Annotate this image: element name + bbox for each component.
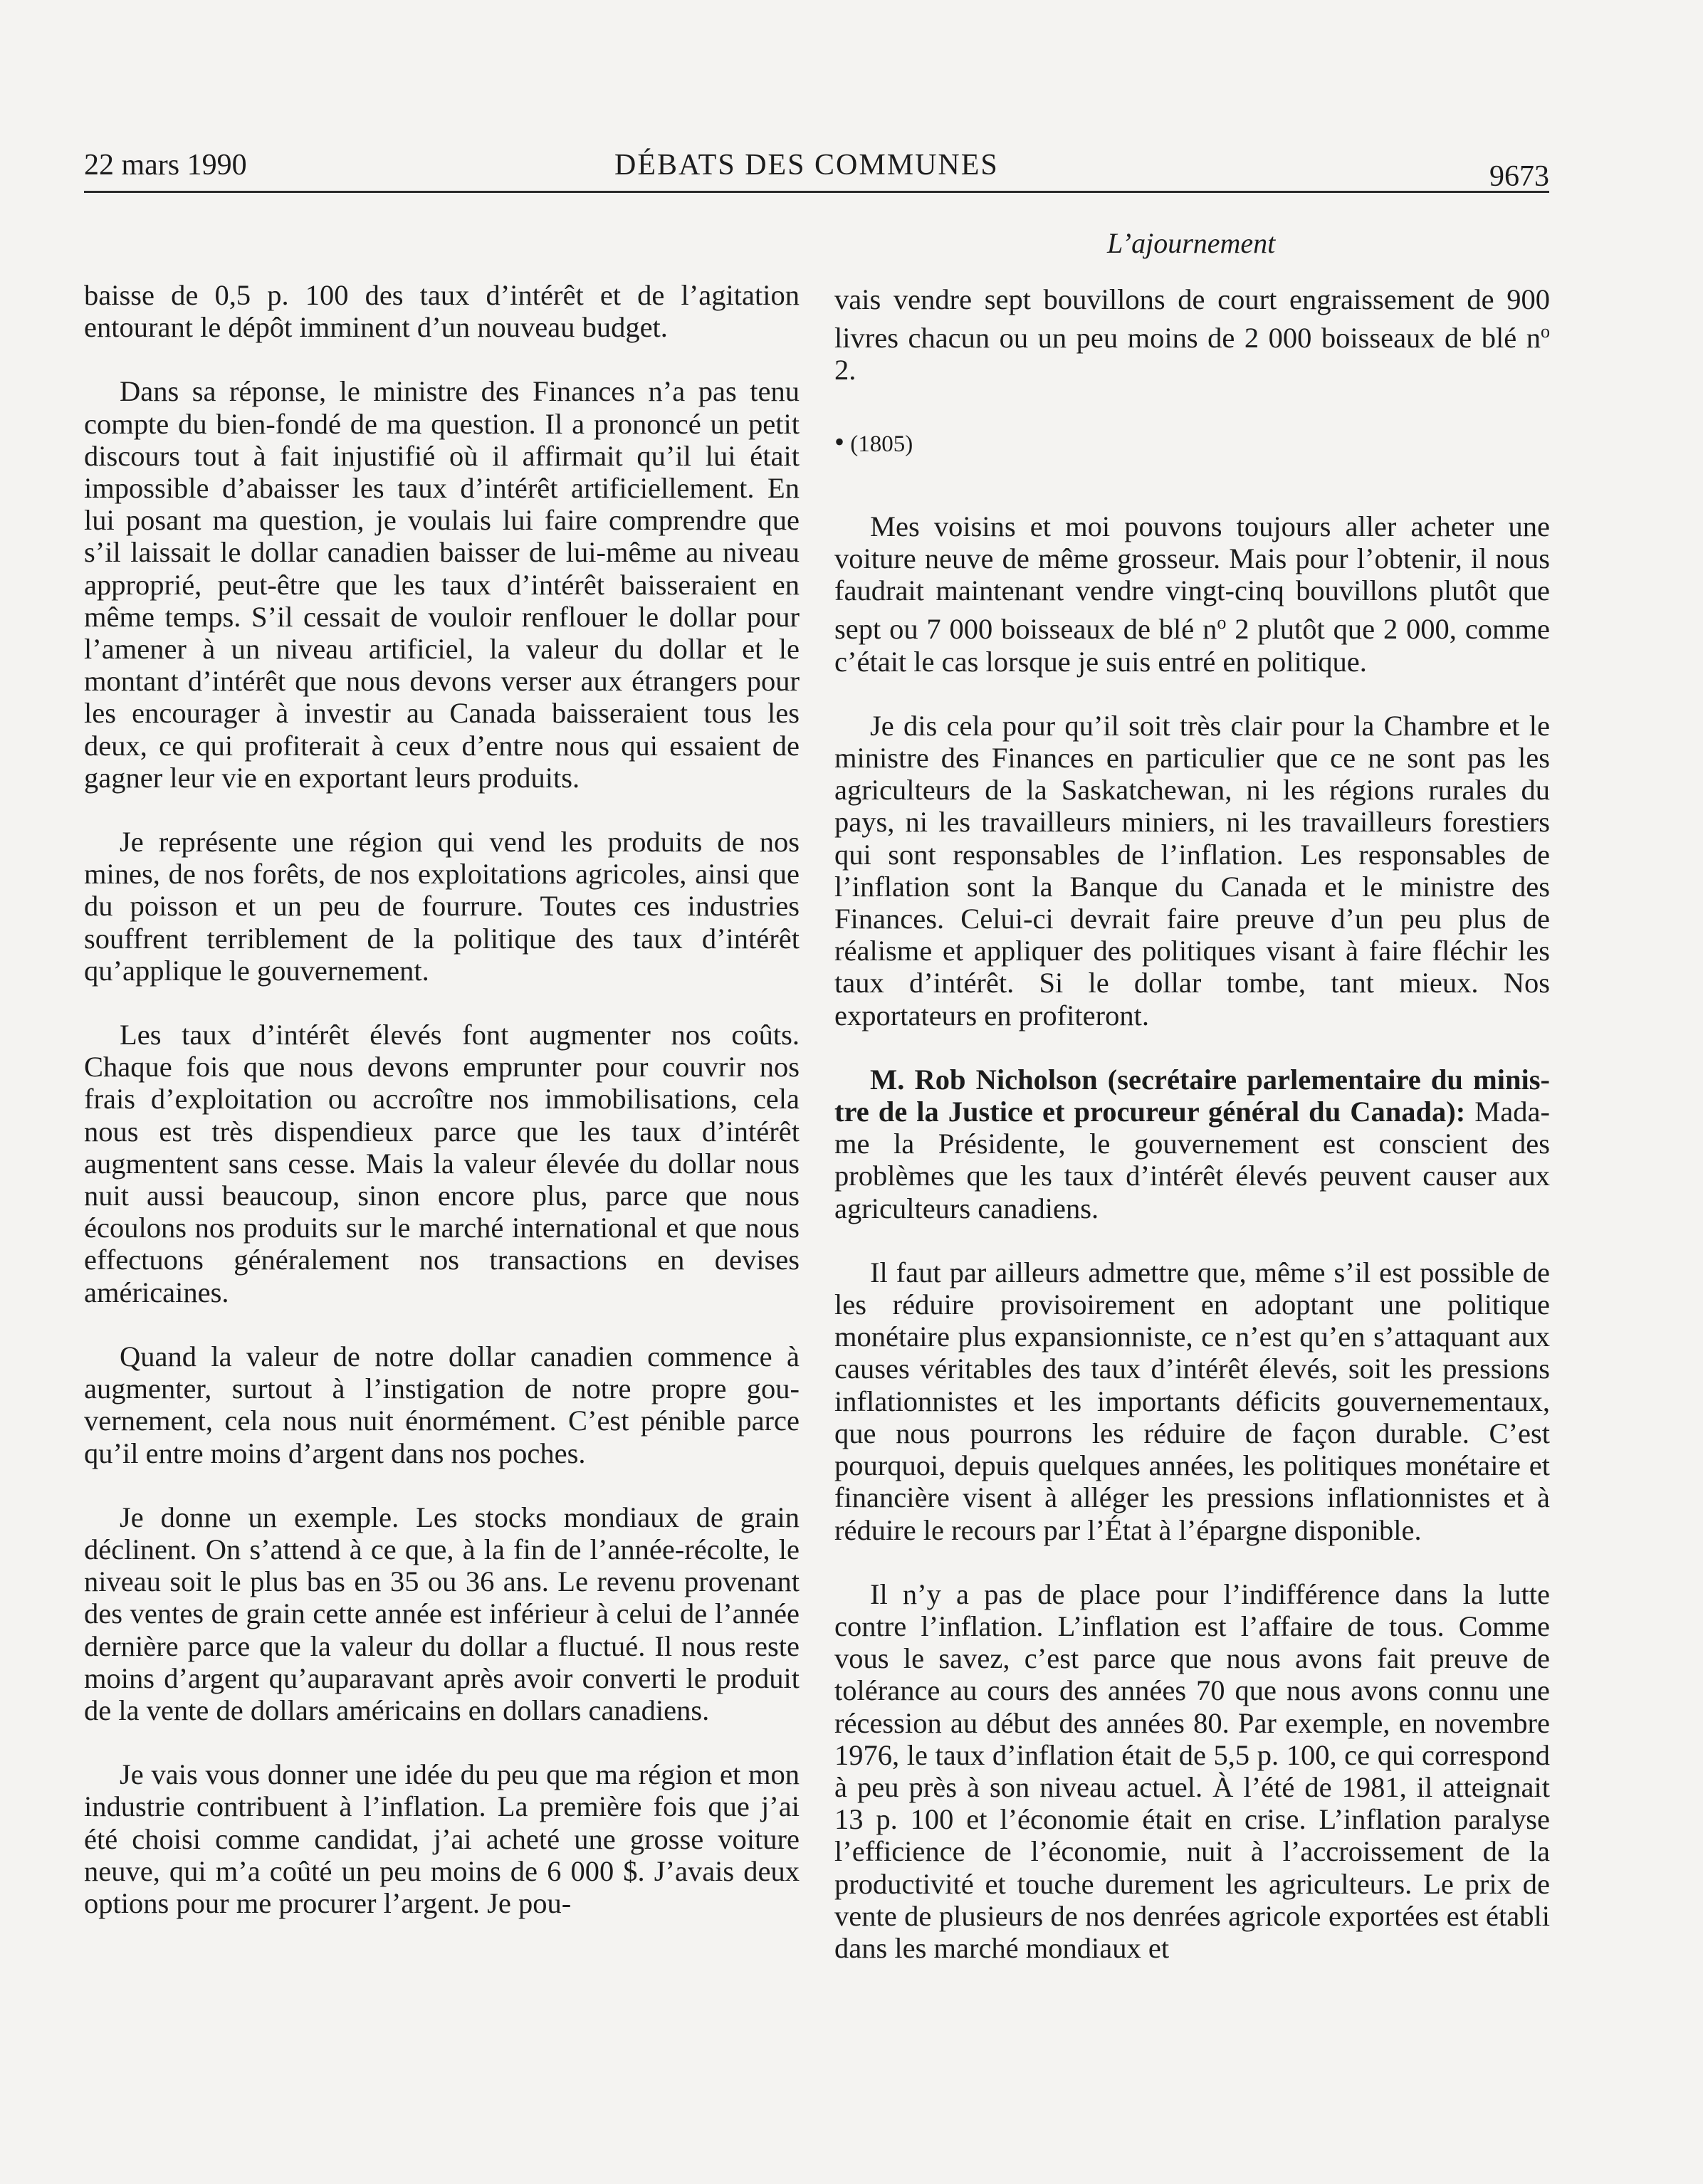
paragraph-text: 2 plutôt que 2 000, comme c’était le cas lorsque je suis entré en politique. xyxy=(834,613,1550,678)
bullet-icon: • xyxy=(834,425,845,458)
time-marker-text: (1805) xyxy=(850,431,913,457)
superscript: o xyxy=(1217,612,1227,634)
paragraph: Il n’y a pas de place pour l’indifférence dans la lutte contre l’inflation. L’inflation est l’affaire de tous. Comme vous le savez, c’est parce que nous avons fait preuve de tolérance au cours des années 70 que nous avons connu une récession au début des années 80. Par exemple, en novembre 1976, le taux d’inflation était de 5,5 p. 100, ce qui correspond à peu près à son niveau actuel. À l’été de 1981, il atteignait 13 p. 100 et l’économie était en crise. L’inflation paralyse l’efficience de l’économie, nuit à l’accroissement de la productivité et touche durement les agriculteurs. Le prix de vente de plusieurs de nos denrées agricole exportées est établi dans les marché mondiaux et xyxy=(834,1577,1550,1964)
paragraph xyxy=(834,283,1550,387)
header-date: 22 mars 1990 xyxy=(84,149,247,182)
header-page-number: 9673 xyxy=(1489,160,1549,193)
paragraph xyxy=(834,510,1550,678)
left-column xyxy=(84,279,800,1951)
paragraph: Je donne un exemple. Les stocks mondiaux de grain déclinent. On s’attend à ce que, à la fin de l’année-récolte, le niveau soit le plus bas en 35 ou 36 ans. Le revenu provenant des ventes de grain cette année est inférieur à celui de l’année dernière parce que la valeur du dollar a fluctué. Il nous reste moins d’argent qu’auparavant après avoir converti le produit de la vente de dollars américains en dollars canadiens. xyxy=(84,1501,800,1726)
paragraph xyxy=(834,1064,1550,1224)
paragraph: Il faut par ailleurs admettre que, même s’il est possible de les réduire provisoirement en adoptant une politique monétaire plus expansionniste, ce n’est qu’en s’attaquant aux causes véritables des taux d’intérêt élevés, soit les pressions inflationnistes et les importants déficits gouvernementaux, que nous pourrons les réduire de façon durable. C’est pourquoi, depuis quelques années, les politiques monétaire et financière visent à alléger les pressions inflationnistes et à réduire le recours par l’État à l’épargne disponible. xyxy=(834,1256,1550,1546)
paragraph: Je dis cela pour qu’il soit très clair pour la Chambre et le ministre des Finances en particulier que ce ne sont pas les agriculteurs de la Saskatchewan, ni les régions rurales du pays, ni les travailleurs miniers, ni les travailleurs forestiers qui sont responsables de l’inflation. Les responsables de l’inflation sont la Banque du Canada et le ministre des Finances. Celui-ci devrait faire preuve d’un peu plus de réalisme et appliquer des politiques visant à faire fléchir les taux d’intérêt. Si le dollar tombe, tant mieux. Nos exportateurs en profiteront. xyxy=(834,709,1550,1031)
header-journal-title: DÉBATS DES COMMUNES xyxy=(614,149,999,182)
paragraph-text: Madame la Présidente, le gouvernement est conscient des problèmes que les taux d’intérêt élevés peuvent causer aux agriculteurs canadiens. xyxy=(834,1096,1550,1224)
paragraph: baisse de 0,5 p. 100 des taux d’intérêt et de l’agitation entourant le dépôt imminent d’un nouveau budget. xyxy=(84,279,800,344)
time-marker xyxy=(834,426,1550,461)
paragraph: Dans sa réponse, le ministre des Finances n’a pas tenu compte du bien-fondé de ma question. Il a prononcé un petit discours tout à fait injustifié où il affirmait qu’il lui était impossible d’abaisser les taux d’intérêt artificiellement. En lui posant ma question, je voulais lui faire comprendre que s’il laissait le dollar canadien baisser de lui-même au niveau approprié, peut-être que les taux d’intérêt baisseraient en même temps. S’il cessait de vouloir renflouer le dollar pour l’amener à un niveau artificiel, la valeur du dollar et le montant d’intérêt que nous devons verser aux étrangers pour les encourager à investir au Canada baisseraient tous les deux, ce qui profiterait à ceux d’entre nous qui essaient de gagner leur vie en exportant leurs produits. xyxy=(84,375,800,794)
paragraph-text: Mes voisins et moi pouvons toujours aller acheter une voiture neuve de même grosseur. Mais pour l’obtenir, il nous faudrait maintenant vendre vingt-cinq bouvillons plutôt que sept ou 7 000 boisseaux de blé n xyxy=(834,510,1550,646)
speaker-name: M. Rob Nicholson (secrétaire parlementaire du ministre de la Justice et procureur général du Canada): xyxy=(834,1063,1550,1128)
paragraph-text: vais vendre sept bouvillons de court engraissement de 900 livres chacun ou un peu moins de 2 000 boisseaux de blé n xyxy=(834,283,1550,355)
running-title: L’ajournement xyxy=(1107,227,1276,259)
right-column xyxy=(834,283,1550,1996)
paragraph: Les taux d’intérêt élevés font augmenter nos coûts. Chaque fois que nous devons emprunter pour couvrir nos frais d’exploitation ou accroître nos immobilisations, cela nous est très dispendieux parce que les taux d’intérêt augmentent sans cesse. Mais la valeur élevée du dollar nous nuit aussi beaucoup, sinon encore plus, parce que nous écoulons nos produits sur le marché international et que nous effectuons généralement nos transactions en devises américaines. xyxy=(84,1019,800,1308)
paragraph: Quand la valeur de notre dollar canadien commence à augmenter, surtout à l’instigation de notre propre gouvernement, cela nous nuit énormément. C’est pénible parce qu’il entre moins d’argent dans nos poches. xyxy=(84,1340,800,1469)
paragraph-text: 2. xyxy=(834,354,856,387)
paragraph: Je vais vous donner une idée du peu que ma région et mon industrie contribuent à l’inflation. La première fois que j’ai été choisi comme candidat, j’ai acheté une grosse voiture neuve, qui m’a coûté un peu moins de 6 000 $. J’avais deux options pour me procurer l’argent. Je pou- xyxy=(84,1758,800,1919)
page-header xyxy=(84,147,1549,193)
paragraph: Je représente une région qui vend les produits de nos mines, de nos forêts, de nos exploitations agricoles, ainsi que du poisson et un peu de fourrure. Toutes ces industries souffrent terriblement de la politique des taux d’intérêt qu’applique le gouvernement. xyxy=(84,826,800,987)
superscript: o xyxy=(1541,321,1550,342)
